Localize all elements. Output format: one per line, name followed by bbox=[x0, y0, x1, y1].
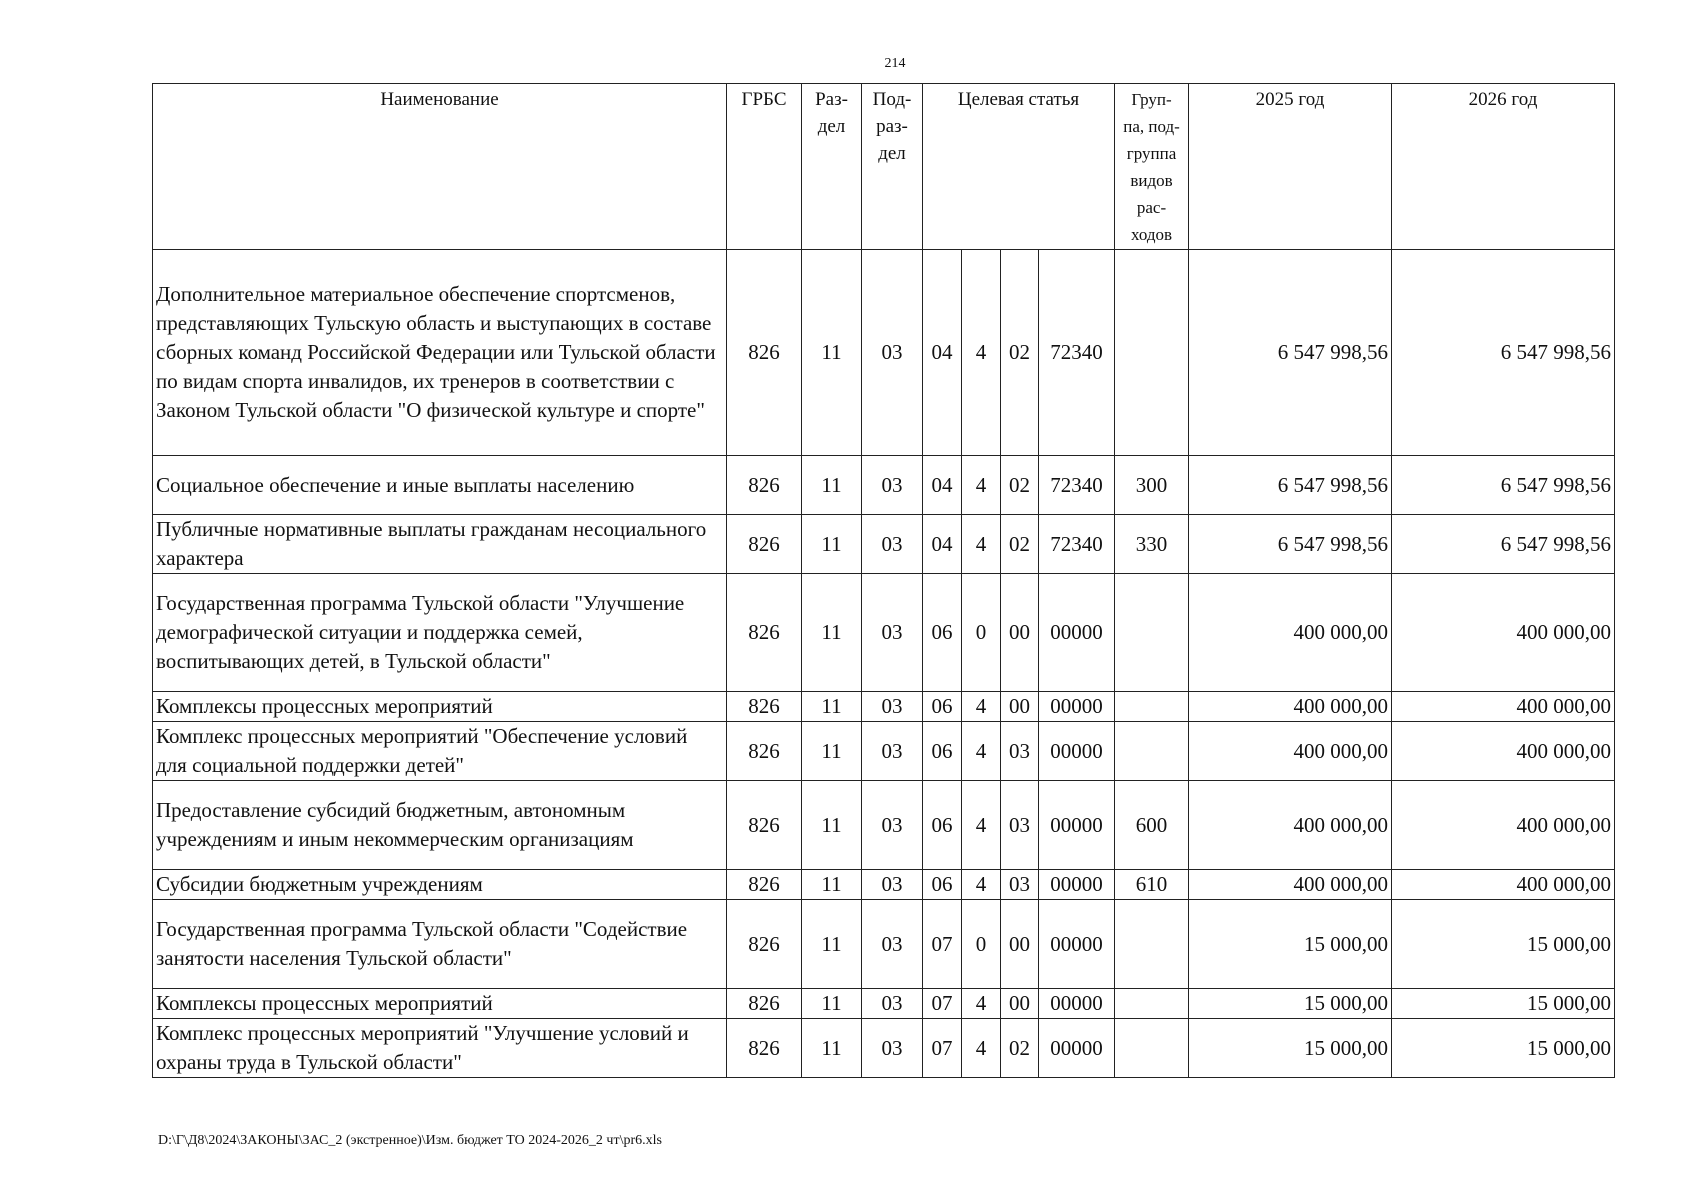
celevaya-part4-cell: 72340 bbox=[1039, 250, 1115, 456]
vid-rashodov-cell bbox=[1115, 692, 1189, 722]
grbs-cell: 826 bbox=[727, 574, 802, 692]
celevaya-part4-cell: 00000 bbox=[1039, 722, 1115, 781]
celevaya-part2-cell: 4 bbox=[962, 515, 1001, 574]
celevaya-part4-cell: 00000 bbox=[1039, 1019, 1115, 1078]
celevaya-part3-cell: 02 bbox=[1001, 456, 1039, 515]
table-row bbox=[153, 870, 1615, 900]
razdel-cell: 11 bbox=[802, 574, 862, 692]
podrazdel-cell: 03 bbox=[862, 456, 923, 515]
table-row bbox=[153, 900, 1615, 989]
celevaya-part1-cell: 07 bbox=[923, 989, 962, 1019]
grbs-cell: 826 bbox=[727, 900, 802, 989]
header-podrazdel: Под- раз- дел bbox=[862, 84, 923, 250]
table-row bbox=[153, 781, 1615, 870]
podrazdel-cell: 03 bbox=[862, 1019, 923, 1078]
podrazdel-cell: 03 bbox=[862, 692, 923, 722]
row-name: Дополнительное материальное обеспечение спортсменов, представляющих Тульскую область и выступающих в составе сборных команд Российской Федерации или Тульской области по видам спорта инвалидов, их тренеров в соответствии с Законом Тульской области "О физической культуре и спорте" bbox=[153, 250, 727, 456]
vid-rashodov-cell: 300 bbox=[1115, 456, 1189, 515]
header-grbs: ГРБС bbox=[727, 84, 802, 250]
celevaya-part3-cell: 02 bbox=[1001, 1019, 1039, 1078]
celevaya-part2-cell: 4 bbox=[962, 870, 1001, 900]
vid-rashodov-cell: 330 bbox=[1115, 515, 1189, 574]
header-razdel: Раз- дел bbox=[802, 84, 862, 250]
celevaya-part3-cell: 02 bbox=[1001, 515, 1039, 574]
celevaya-part1-cell: 06 bbox=[923, 692, 962, 722]
celevaya-part1-cell: 06 bbox=[923, 574, 962, 692]
celevaya-part1-cell: 07 bbox=[923, 900, 962, 989]
row-name: Комплексы процессных мероприятий bbox=[153, 692, 727, 722]
celevaya-part4-cell: 00000 bbox=[1039, 900, 1115, 989]
amount-2025-cell: 6 547 998,56 bbox=[1189, 250, 1392, 456]
podrazdel-cell: 03 bbox=[862, 722, 923, 781]
celevaya-part4-cell: 00000 bbox=[1039, 870, 1115, 900]
header-2025: 2025 год bbox=[1189, 84, 1392, 250]
podrazdel-cell: 03 bbox=[862, 781, 923, 870]
row-name: Комплекс процессных мероприятий "Улучшение условий и охраны труда в Тульской области" bbox=[153, 1019, 727, 1078]
amount-2025-cell: 400 000,00 bbox=[1189, 574, 1392, 692]
row-name: Комплекс процессных мероприятий "Обеспечение условий для социальной поддержки детей" bbox=[153, 722, 727, 781]
celevaya-part4-cell: 00000 bbox=[1039, 692, 1115, 722]
header-2026: 2026 год bbox=[1392, 84, 1615, 250]
celevaya-part4-cell: 72340 bbox=[1039, 515, 1115, 574]
amount-2025-cell: 6 547 998,56 bbox=[1189, 515, 1392, 574]
celevaya-part3-cell: 00 bbox=[1001, 900, 1039, 989]
grbs-cell: 826 bbox=[727, 250, 802, 456]
amount-2026-cell: 15 000,00 bbox=[1392, 1019, 1615, 1078]
amount-2025-cell: 6 547 998,56 bbox=[1189, 456, 1392, 515]
amount-2025-cell: 400 000,00 bbox=[1189, 781, 1392, 870]
vid-rashodov-cell bbox=[1115, 574, 1189, 692]
header-celevaya-statya: Целевая статья bbox=[923, 84, 1115, 250]
razdel-cell: 11 bbox=[802, 781, 862, 870]
table-row bbox=[153, 989, 1615, 1019]
celevaya-part3-cell: 00 bbox=[1001, 989, 1039, 1019]
amount-2026-cell: 6 547 998,56 bbox=[1392, 250, 1615, 456]
row-name: Государственная программа Тульской области "Улучшение демографической ситуации и поддержка семей, воспитывающих детей, в Тульской области" bbox=[153, 574, 727, 692]
row-name: Публичные нормативные выплаты гражданам несоциального характера bbox=[153, 515, 727, 574]
razdel-cell: 11 bbox=[802, 515, 862, 574]
grbs-cell: 826 bbox=[727, 1019, 802, 1078]
podrazdel-cell: 03 bbox=[862, 989, 923, 1019]
celevaya-part1-cell: 06 bbox=[923, 781, 962, 870]
table-row bbox=[153, 250, 1615, 456]
podrazdel-cell: 03 bbox=[862, 250, 923, 456]
amount-2026-cell: 400 000,00 bbox=[1392, 870, 1615, 900]
budget-table bbox=[152, 83, 1615, 1078]
razdel-cell: 11 bbox=[802, 456, 862, 515]
celevaya-part3-cell: 00 bbox=[1001, 574, 1039, 692]
vid-rashodov-cell bbox=[1115, 1019, 1189, 1078]
amount-2026-cell: 400 000,00 bbox=[1392, 781, 1615, 870]
header-gruppa-vidov-rashodov: Груп- па, под- группа видов рас- ходов bbox=[1115, 84, 1189, 250]
table-row bbox=[153, 692, 1615, 722]
table-row bbox=[153, 515, 1615, 574]
podrazdel-cell: 03 bbox=[862, 900, 923, 989]
celevaya-part2-cell: 4 bbox=[962, 1019, 1001, 1078]
vid-rashodov-cell bbox=[1115, 250, 1189, 456]
grbs-cell: 826 bbox=[727, 870, 802, 900]
amount-2025-cell: 15 000,00 bbox=[1189, 900, 1392, 989]
podrazdel-cell: 03 bbox=[862, 574, 923, 692]
table-header-row bbox=[153, 84, 1615, 250]
amount-2026-cell: 15 000,00 bbox=[1392, 989, 1615, 1019]
celevaya-part2-cell: 0 bbox=[962, 574, 1001, 692]
page-number: 214 bbox=[884, 56, 906, 71]
vid-rashodov-cell: 600 bbox=[1115, 781, 1189, 870]
celevaya-part3-cell: 03 bbox=[1001, 870, 1039, 900]
podrazdel-cell: 03 bbox=[862, 515, 923, 574]
vid-rashodov-cell: 610 bbox=[1115, 870, 1189, 900]
celevaya-part2-cell: 4 bbox=[962, 692, 1001, 722]
celevaya-part2-cell: 0 bbox=[962, 900, 1001, 989]
table-row bbox=[153, 456, 1615, 515]
razdel-cell: 11 bbox=[802, 1019, 862, 1078]
grbs-cell: 826 bbox=[727, 456, 802, 515]
footer-file-path: D:\Г\Д8\2024\ЗАКОНЫ\ЗАС_2 (экстренное)\Изм. бюджет ТО 2024-2026_2 чт\pr6.xls bbox=[158, 1133, 662, 1148]
amount-2026-cell: 400 000,00 bbox=[1392, 574, 1615, 692]
razdel-cell: 11 bbox=[802, 250, 862, 456]
grbs-cell: 826 bbox=[727, 722, 802, 781]
table-row bbox=[153, 1019, 1615, 1078]
celevaya-part4-cell: 72340 bbox=[1039, 456, 1115, 515]
grbs-cell: 826 bbox=[727, 781, 802, 870]
celevaya-part1-cell: 04 bbox=[923, 515, 962, 574]
celevaya-part4-cell: 00000 bbox=[1039, 989, 1115, 1019]
amount-2026-cell: 15 000,00 bbox=[1392, 900, 1615, 989]
grbs-cell: 826 bbox=[727, 989, 802, 1019]
amount-2026-cell: 6 547 998,56 bbox=[1392, 456, 1615, 515]
razdel-cell: 11 bbox=[802, 722, 862, 781]
table-row bbox=[153, 722, 1615, 781]
amount-2026-cell: 400 000,00 bbox=[1392, 722, 1615, 781]
celevaya-part2-cell: 4 bbox=[962, 722, 1001, 781]
row-name: Социальное обеспечение и иные выплаты населению bbox=[153, 456, 727, 515]
row-name: Государственная программа Тульской области "Содействие занятости населения Тульской области" bbox=[153, 900, 727, 989]
grbs-cell: 826 bbox=[727, 692, 802, 722]
amount-2026-cell: 400 000,00 bbox=[1392, 692, 1615, 722]
celevaya-part3-cell: 03 bbox=[1001, 781, 1039, 870]
vid-rashodov-cell bbox=[1115, 900, 1189, 989]
row-name: Предоставление субсидий бюджетным, автономным учреждениям и иным некоммерческим организациям bbox=[153, 781, 727, 870]
header-name: Наименование bbox=[153, 84, 727, 250]
podrazdel-cell: 03 bbox=[862, 870, 923, 900]
vid-rashodov-cell bbox=[1115, 722, 1189, 781]
celevaya-part2-cell: 4 bbox=[962, 456, 1001, 515]
celevaya-part3-cell: 03 bbox=[1001, 722, 1039, 781]
amount-2026-cell: 6 547 998,56 bbox=[1392, 515, 1615, 574]
celevaya-part1-cell: 04 bbox=[923, 456, 962, 515]
celevaya-part2-cell: 4 bbox=[962, 250, 1001, 456]
celevaya-part1-cell: 06 bbox=[923, 722, 962, 781]
celevaya-part1-cell: 07 bbox=[923, 1019, 962, 1078]
amount-2025-cell: 15 000,00 bbox=[1189, 1019, 1392, 1078]
row-name: Субсидии бюджетным учреждениям bbox=[153, 870, 727, 900]
amount-2025-cell: 400 000,00 bbox=[1189, 722, 1392, 781]
amount-2025-cell: 15 000,00 bbox=[1189, 989, 1392, 1019]
razdel-cell: 11 bbox=[802, 989, 862, 1019]
vid-rashodov-cell bbox=[1115, 989, 1189, 1019]
celevaya-part1-cell: 06 bbox=[923, 870, 962, 900]
celevaya-part1-cell: 04 bbox=[923, 250, 962, 456]
razdel-cell: 11 bbox=[802, 900, 862, 989]
celevaya-part4-cell: 00000 bbox=[1039, 574, 1115, 692]
celevaya-part2-cell: 4 bbox=[962, 989, 1001, 1019]
amount-2025-cell: 400 000,00 bbox=[1189, 870, 1392, 900]
razdel-cell: 11 bbox=[802, 692, 862, 722]
razdel-cell: 11 bbox=[802, 870, 862, 900]
celevaya-part2-cell: 4 bbox=[962, 781, 1001, 870]
grbs-cell: 826 bbox=[727, 515, 802, 574]
celevaya-part4-cell: 00000 bbox=[1039, 781, 1115, 870]
celevaya-part3-cell: 02 bbox=[1001, 250, 1039, 456]
row-name: Комплексы процессных мероприятий bbox=[153, 989, 727, 1019]
celevaya-part3-cell: 00 bbox=[1001, 692, 1039, 722]
amount-2025-cell: 400 000,00 bbox=[1189, 692, 1392, 722]
table-row bbox=[153, 574, 1615, 692]
